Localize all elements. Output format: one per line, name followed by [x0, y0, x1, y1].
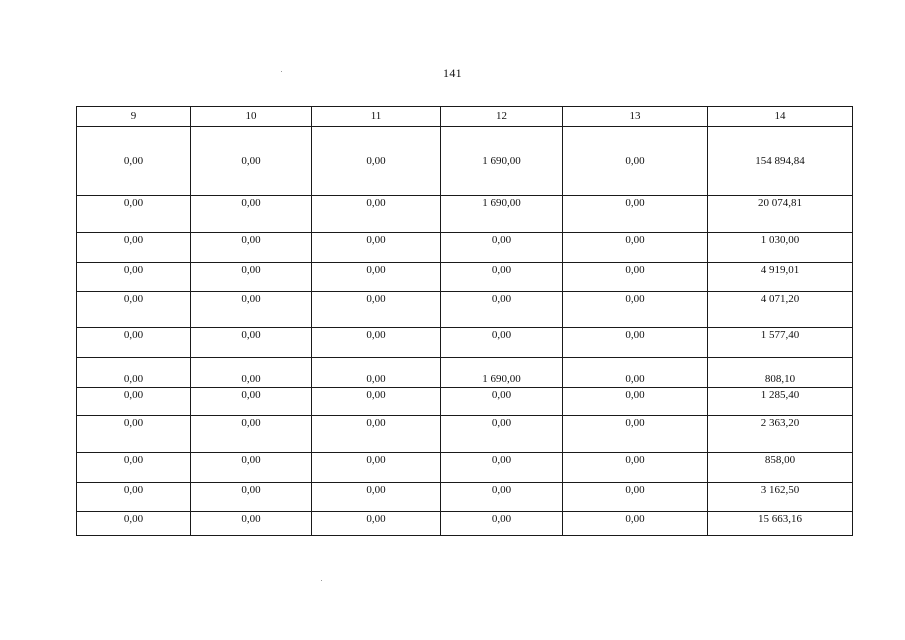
table-cell: 0,00: [191, 358, 312, 388]
table-cell: 1 285,40: [708, 388, 853, 416]
table-cell: 0,00: [77, 127, 191, 196]
table-cell: 0,00: [441, 292, 563, 328]
table-cell: 3 162,50: [708, 483, 853, 512]
table-cell: 0,00: [441, 263, 563, 292]
table-cell: 1 690,00: [441, 196, 563, 233]
table-cell: 0,00: [191, 328, 312, 358]
table-cell: 0,00: [191, 263, 312, 292]
table-cell: 0,00: [563, 512, 708, 536]
table-row: [77, 127, 853, 196]
table-cell: 0,00: [77, 358, 191, 388]
table-cell: 0,00: [77, 196, 191, 233]
table-cell: 0,00: [563, 292, 708, 328]
table-row: [77, 292, 853, 328]
table-row: [77, 416, 853, 453]
table-row: [77, 512, 853, 536]
table-cell: 0,00: [312, 127, 441, 196]
table-cell: 0,00: [312, 263, 441, 292]
table-cell: 0,00: [441, 483, 563, 512]
column-header-13: 13: [563, 107, 708, 127]
table-cell: 0,00: [312, 453, 441, 483]
table-row: [77, 358, 853, 388]
column-header-11: 11: [312, 107, 441, 127]
table-cell: 0,00: [77, 263, 191, 292]
data-table: [76, 106, 853, 536]
table-cell: 0,00: [563, 233, 708, 263]
table-row: [77, 388, 853, 416]
table-cell: 0,00: [77, 292, 191, 328]
table-cell: 0,00: [312, 512, 441, 536]
column-header-12: 12: [441, 107, 563, 127]
table-row: [77, 328, 853, 358]
table-cell: 0,00: [312, 416, 441, 453]
table-cell: 0,00: [563, 196, 708, 233]
column-header-10: 10: [191, 107, 312, 127]
table-cell: 0,00: [77, 233, 191, 263]
table-cell: 0,00: [191, 416, 312, 453]
table-row: [77, 263, 853, 292]
table-cell: 0,00: [77, 416, 191, 453]
table-cell: 0,00: [77, 453, 191, 483]
table-cell: 0,00: [77, 328, 191, 358]
table-cell: 808,10: [708, 358, 853, 388]
table-cell: 0,00: [312, 483, 441, 512]
table-row: [77, 483, 853, 512]
table-cell: 0,00: [312, 328, 441, 358]
scan-speck: [281, 71, 282, 72]
table-cell: 0,00: [563, 416, 708, 453]
table-row: [77, 453, 853, 483]
table-cell: 0,00: [191, 292, 312, 328]
table-cell: 0,00: [563, 127, 708, 196]
table-cell: 0,00: [77, 483, 191, 512]
table-cell: 858,00: [708, 453, 853, 483]
table-cell: 0,00: [312, 233, 441, 263]
table-cell: 0,00: [312, 358, 441, 388]
table-cell: 0,00: [77, 388, 191, 416]
table-cell: 1 690,00: [441, 358, 563, 388]
table-cell: 0,00: [191, 483, 312, 512]
table-cell: 0,00: [441, 416, 563, 453]
page-number: 141: [443, 66, 462, 80]
table-cell: 0,00: [563, 358, 708, 388]
table-cell: 0,00: [441, 388, 563, 416]
table-cell: 0,00: [563, 483, 708, 512]
header-row: [77, 107, 853, 127]
table-cell: 154 894,84: [708, 127, 853, 196]
table-cell: 0,00: [563, 328, 708, 358]
table-cell: 1 030,00: [708, 233, 853, 263]
table-cell: 0,00: [563, 263, 708, 292]
table-cell: 0,00: [441, 453, 563, 483]
table-cell: 2 363,20: [708, 416, 853, 453]
table-cell: 0,00: [312, 196, 441, 233]
table-cell: 0,00: [441, 328, 563, 358]
table-cell: 0,00: [563, 388, 708, 416]
table-cell: 0,00: [312, 292, 441, 328]
table-cell: 1 690,00: [441, 127, 563, 196]
table-cell: 0,00: [312, 388, 441, 416]
column-header-14: 14: [708, 107, 853, 127]
table-cell: 0,00: [191, 127, 312, 196]
table-cell: 4 071,20: [708, 292, 853, 328]
table-cell: 0,00: [191, 388, 312, 416]
table-cell: 4 919,01: [708, 263, 853, 292]
table-cell: 20 074,81: [708, 196, 853, 233]
table-cell: 0,00: [191, 233, 312, 263]
column-header-9: 9: [77, 107, 191, 127]
table-cell: 0,00: [191, 512, 312, 536]
table-cell: 0,00: [191, 453, 312, 483]
scan-speck: [321, 580, 322, 581]
table-cell: 0,00: [441, 233, 563, 263]
table-cell: 0,00: [441, 512, 563, 536]
table-row: [77, 196, 853, 233]
table-cell: 0,00: [563, 453, 708, 483]
table-cell: 0,00: [191, 196, 312, 233]
table-cell: 15 663,16: [708, 512, 853, 536]
table-cell: 0,00: [77, 512, 191, 536]
table-cell: 1 577,40: [708, 328, 853, 358]
table-row: [77, 233, 853, 263]
